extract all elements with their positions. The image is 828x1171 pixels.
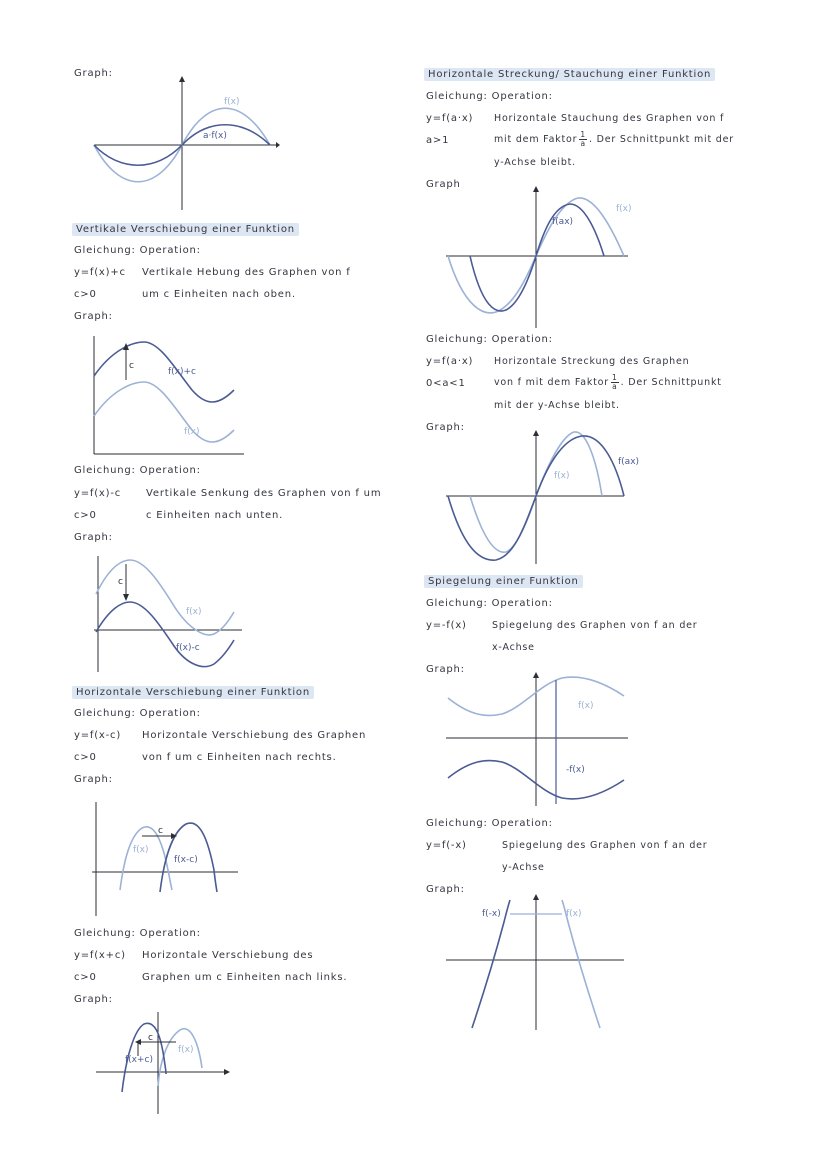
- table-header: Gleichung: Operation:: [426, 91, 553, 102]
- operation-line: c Einheiten nach unten.: [146, 510, 284, 521]
- equation: y=f(x)-c: [74, 488, 122, 499]
- intro-stretch-graph: [90, 76, 280, 212]
- label-dark: -f(x): [566, 765, 585, 775]
- condition: c>0: [74, 289, 97, 300]
- operation-line: y-Achse: [502, 862, 545, 873]
- equation: y=f(a·x): [426, 113, 474, 124]
- table-header: Gleichung: Operation:: [74, 245, 201, 256]
- fraction: $\frac{1}{a}$: [580, 130, 586, 148]
- compress-graph: [444, 184, 630, 330]
- label-dark: f(ax): [618, 457, 640, 467]
- horizontal-right-graph: [88, 800, 240, 918]
- table-header: Gleichung: Operation:: [426, 818, 553, 829]
- graph-label: Graph: [426, 179, 461, 190]
- label-light: f(x): [186, 607, 202, 617]
- label-light: f(x): [566, 909, 582, 919]
- label-light: f(x): [133, 845, 149, 855]
- shift-label: c: [158, 826, 163, 836]
- section-heading: Horizontale Verschiebung einer Funktion: [72, 686, 314, 699]
- fraction: $\frac{1}{a}$: [611, 373, 618, 391]
- vertical-up-graph: [88, 334, 248, 460]
- label-light: f(x): [184, 427, 200, 437]
- operation-line: Graphen um c Einheiten nach links.: [142, 972, 348, 983]
- table-header: Gleichung: Operation:: [74, 708, 201, 719]
- equation: y=-f(x): [426, 620, 467, 631]
- table-header: Gleichung: Operation:: [426, 334, 553, 345]
- label-dark: f(x+c): [125, 1055, 154, 1065]
- label-dark: f(-x): [482, 909, 501, 919]
- label-dark: a·f(x): [203, 131, 227, 141]
- graph-label: Graph:: [426, 884, 465, 895]
- graph-label: Graph:: [426, 664, 465, 675]
- operation-line: von f mit dem Faktor $\frac{1}{a}$ . Der Schnittpunkt: [494, 373, 722, 391]
- horizontal-left-graph: [94, 1010, 234, 1116]
- section-heading: Horizontale Streckung/ Stauchung einer Funktion: [424, 68, 715, 81]
- mirror-y-graph: [444, 892, 626, 1032]
- shift-label: c: [118, 577, 123, 587]
- equation: y=f(x-c): [74, 730, 122, 741]
- condition: c>0: [74, 510, 97, 521]
- graph-label: Graph:: [74, 774, 113, 785]
- condition: c>0: [74, 972, 97, 983]
- section-heading: Vertikale Verschiebung einer Funktion: [72, 223, 299, 236]
- operation-line: Horizontale Stauchung des Graphen von f: [494, 113, 725, 124]
- vertical-down-graph: [88, 554, 248, 674]
- mirror-x-graph: [444, 670, 630, 810]
- label-light: f(x): [554, 471, 570, 481]
- equation: y=f(x)+c: [74, 267, 126, 278]
- expand-graph: [444, 428, 640, 568]
- equation: y=f(-x): [426, 840, 467, 851]
- graph-label: Graph:: [74, 532, 113, 543]
- condition: 0<a<1: [426, 378, 466, 389]
- condition: c>0: [74, 752, 97, 763]
- shift-label: c: [148, 1033, 153, 1043]
- shift-label: c: [129, 361, 134, 371]
- equation: y=f(a·x): [426, 356, 474, 367]
- label-dark: f(x)-c: [176, 643, 200, 653]
- operation-line: Horizontale Verschiebung des Graphen: [142, 730, 367, 741]
- graph-label: Graph:: [74, 68, 113, 79]
- operation-line: Vertikale Hebung des Graphen von f: [142, 267, 351, 278]
- operation-line: mit dem Faktor $\frac{1}{a}$ . Der Schnittpunkt mit der: [494, 130, 734, 148]
- label-light: f(x): [224, 97, 240, 107]
- operation-line: Horizontale Verschiebung des: [142, 950, 314, 961]
- operation-line: x-Achse: [492, 642, 535, 653]
- graph-label: Graph:: [74, 994, 113, 1005]
- label-light: f(x): [578, 701, 594, 711]
- operation-line: Vertikale Senkung des Graphen von f um: [146, 488, 382, 499]
- operation-line: Horizontale Streckung des Graphen: [494, 356, 690, 367]
- label-light: f(x): [616, 204, 632, 214]
- condition: a>1: [426, 135, 450, 146]
- label-dark: f(x-c): [174, 855, 198, 865]
- label-light: f(x): [178, 1045, 194, 1055]
- section-heading: Spiegelung einer Funktion: [424, 575, 583, 588]
- table-header: Gleichung: Operation:: [74, 928, 201, 939]
- table-header: Gleichung: Operation:: [74, 465, 201, 476]
- operation-line: y-Achse bleibt.: [494, 157, 576, 168]
- operation-line: Spiegelung des Graphen von f an der: [492, 620, 698, 631]
- graph-label: Graph:: [74, 311, 113, 322]
- operation-line: um c Einheiten nach oben.: [142, 289, 296, 300]
- operation-line: Spiegelung des Graphen von f an der: [502, 840, 708, 851]
- equation: y=f(x+c): [74, 950, 126, 961]
- label-dark: f(x)+c: [168, 367, 197, 377]
- operation-line: von f um c Einheiten nach rechts.: [142, 752, 337, 763]
- table-header: Gleichung: Operation:: [426, 598, 553, 609]
- graph-label: Graph:: [426, 422, 465, 433]
- label-dark: f(ax): [552, 217, 574, 227]
- operation-line: mit der y-Achse bleibt.: [494, 400, 620, 411]
